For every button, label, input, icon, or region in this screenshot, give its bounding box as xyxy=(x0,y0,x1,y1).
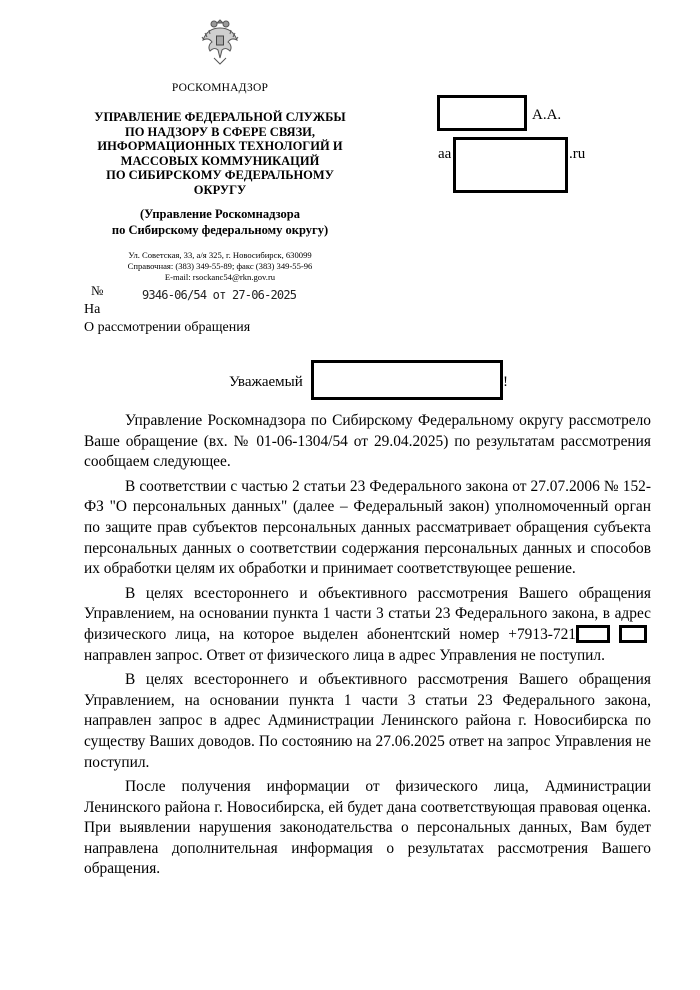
body-paragraph: После получения информации от физического лица, Администрации Ленинского района г. Новосибирска, ей будет дана соответствующая правовая оценка. При выявлении нарушения законодательства о персональных данных, Вам будет направлена дополнительная информация о результатах рассмотрения Вашего обращения. xyxy=(84,778,651,878)
letter-body xyxy=(84,411,651,884)
recipient-email-suffix: .ru xyxy=(569,146,586,162)
reference-number-label: № xyxy=(91,283,104,298)
agency-short-line: по Сибирскому федеральному округу) xyxy=(111,222,329,237)
agency-line: ПО СИБИРСКОМУ ФЕДЕРАЛЬНОМУ xyxy=(106,168,334,183)
letter-subject: О рассмотрении обращения xyxy=(84,320,251,335)
greeting-prefix: Уважаемый xyxy=(229,374,303,390)
redacted-recipient-name xyxy=(437,95,527,131)
agency-line: МАССОВЫХ КОММУНИКАЦИЙ xyxy=(120,153,320,168)
coat-of-arms-icon xyxy=(200,14,240,66)
agency-short-name xyxy=(85,207,355,238)
body-text-fragment: В целях всестороннего и объективного рассмотрения Вашего обращения Управлением, на основании пункта 1 части 3 статьи 23 Федерального закона, в адрес физического лица, на которое выделен абонентский номер +7913-721 xyxy=(84,584,651,643)
email-line: E-mail: rsockanc54@rkn.gov.ru xyxy=(164,272,276,282)
body-paragraph: В целях всестороннего и объективного рассмотрения Вашего обращения Управлением, на основании пункта 1 части 3 статьи 23 Федерального закона, направлен запрос в адрес Администрации Ленинского района г. Новосибирска по существу Ваших доводов. По состоянию на 27.06.2025 ответ на запрос Управления не поступил. xyxy=(84,671,651,771)
reference-on-label: На xyxy=(84,302,101,317)
org-name: РОСКОМНАДЗОР xyxy=(171,82,269,94)
address-line: Ул. Советская, 33, а/я 325, г. Новосибирск, 630099 xyxy=(128,250,312,260)
agency-name xyxy=(85,110,355,198)
redacted-recipient-email xyxy=(453,137,568,193)
reference-number-value: 9346-06/54 от 27-06-2025 xyxy=(142,288,297,302)
agency-line: УПРАВЛЕНИЕ ФЕДЕРАЛЬНОЙ СЛУЖБЫ xyxy=(94,110,346,124)
recipient-email-prefix: aa xyxy=(438,146,452,162)
phone-line: Справочная: (383) 349-55-89; факс (383) 349-55-96 xyxy=(127,261,313,271)
recipient-initials: А.А. xyxy=(532,107,562,123)
redacted-phone-digits xyxy=(576,625,610,643)
contact-block xyxy=(100,250,340,283)
body-paragraph: Управление Роскомнадзора по Сибирскому Федеральному округу рассмотрело Ваше обращение (вх. № 01-06-1304/54 от 29.04.2025) по результатам рассмотрения сообщаем следующее. xyxy=(84,412,651,471)
agency-short-line: (Управление Роскомнадзора xyxy=(140,207,300,221)
body-paragraph: В соответствии с частью 2 статьи 23 Федерального закона от 27.07.2006 № 152-ФЗ "О персональных данных" (далее – Федеральный закон) уполномоченный орган по защите прав субъектов персональных данных рассматривает обращения субъекта персональных данных о соответствии содержания персональных данных и способов их обработки целям их обработки и принимает соответствующее решение. xyxy=(84,477,651,578)
redacted-greeting-name xyxy=(311,360,503,400)
agency-line: ИНФОРМАЦИОННЫХ ТЕХНОЛОГИЙ И xyxy=(97,139,343,154)
agency-line: ОКРУГУ xyxy=(193,182,247,197)
redacted-phone-digits xyxy=(619,625,647,643)
body-paragraph xyxy=(84,584,651,666)
greeting-suffix: ! xyxy=(503,374,508,390)
agency-line: ПО НАДЗОРУ В СФЕРЕ СВЯЗИ, xyxy=(124,124,316,139)
body-text-fragment: направлен запрос. Ответ от физического лица в адрес Управления не поступил. xyxy=(84,646,605,664)
